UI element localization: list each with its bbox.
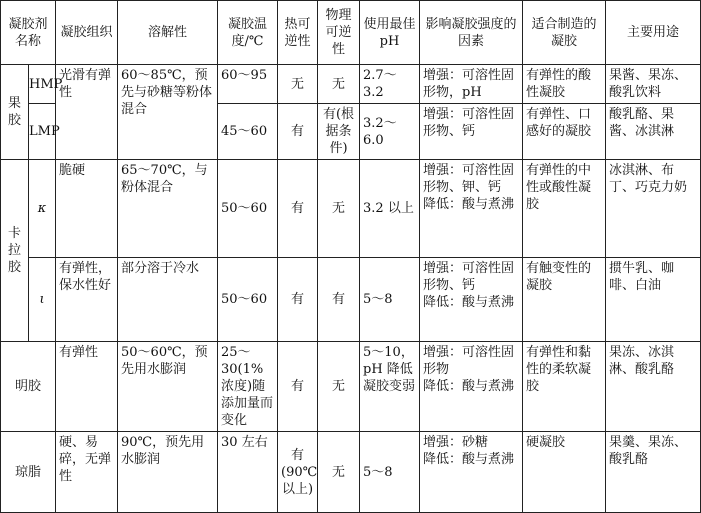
header-use: 主要用途 [606,1,701,65]
factor-increase: 增强：砂糖 [423,435,489,450]
header-suitable: 适合制造的凝胶 [523,1,606,65]
header-name: 凝胶剂名称 [1,1,56,65]
cell-use: 果羹、果冻、酸乳酪 [606,432,701,513]
cell-phys: 无 [318,160,360,258]
group-agar: 琼脂 [1,432,56,513]
factor-increase: 增强：可溶性固形物、钾、钙 [423,163,515,195]
header-solubility: 溶解性 [118,1,218,65]
cell-ph: 2.7～3.2 [360,65,420,104]
cell-temp: 45～60 [218,104,278,160]
cell-solubility: 50～60℃，预先用水膨润 [118,342,218,432]
group-carrageenan: 卡拉胶 [1,160,29,342]
cell-ph: 3.2 以上 [360,160,420,258]
header-ph: 使用最佳pH [360,1,420,65]
cell-thermo: 有 [278,160,318,258]
cell-suitable: 有弹性的中性或酸性凝胶 [523,160,606,258]
table-row [1,432,701,513]
cell-use: 冰淇淋、布丁、巧克力奶 [606,160,701,258]
cell-factors: 增强：可溶性固形物、钙 [420,104,523,160]
cell-temp: 30 左右 [218,432,278,513]
cell-phys: 无 [318,65,360,104]
header-factors: 影响凝胶强度的因素 [420,1,523,65]
factor-increase: 增强：可溶性固形物 [423,345,515,377]
cell-factors [420,342,523,432]
header-phys: 物理可逆性 [318,1,360,65]
cell-factors: 增强：可溶性固形物，pH [420,65,523,104]
cell-phys: 无 [318,342,360,432]
cell-phys: 有(根据条件) [318,104,360,160]
cell-use: 酸乳酪、果酱、冰淇淋 [606,104,701,160]
sub-type: κ [29,160,56,258]
cell-thermo: 有 [278,104,318,160]
cell-suitable: 有弹性的酸性凝胶 [523,65,606,104]
cell-structure: 光滑有弹性 [56,65,118,160]
factor-decrease: 降低：酸与煮沸 [423,379,515,394]
cell-thermo: 有 [278,258,318,342]
sub-type: LMP [29,104,56,160]
cell-structure: 硬、易碎，无弹性 [56,432,118,513]
cell-temp: 50～60 [218,258,278,342]
header-structure: 凝胶组织 [56,1,118,65]
cell-thermo: 有 [278,342,318,432]
cell-temp: 50～60 [218,160,278,258]
cell-use: 掼牛乳、咖啡、白油 [606,258,701,342]
cell-suitable: 有触变性的凝胶 [523,258,606,342]
cell-thermo: 有(90℃以上) [278,432,318,513]
cell-solubility: 65～70℃，与粉体混合 [118,160,218,258]
cell-suitable: 有弹性、口感好的凝胶 [523,104,606,160]
cell-structure: 脆硬 [56,160,118,258]
table-row [1,258,701,342]
cell-ph: 5～8 [360,432,420,513]
cell-use: 果酱、果冻、酸乳饮料 [606,65,701,104]
header-thermo: 热可逆性 [278,1,318,65]
cell-phys: 无 [318,432,360,513]
cell-suitable: 硬凝胶 [523,432,606,513]
cell-phys: 有 [318,258,360,342]
cell-factors [420,160,523,258]
sub-type: HMP [29,65,56,104]
header-temp: 凝胶温度/℃ [218,1,278,65]
cell-use: 果冻、冰淇淋、酸乳酪 [606,342,701,432]
cell-factors [420,258,523,342]
header-row [1,1,701,65]
table-row [1,160,701,258]
factor-increase: 增强：可溶性固形物、钙 [423,261,515,293]
cell-thermo: 无 [278,65,318,104]
cell-ph: 5～10，pH 降低凝胶变弱 [360,342,420,432]
sub-type: ι [29,258,56,342]
cell-structure: 有弹性 [56,342,118,432]
cell-suitable: 有弹性和黏性的柔软凝胶 [523,342,606,432]
cell-solubility: 60～85℃，预先与砂糖等粉体混合 [118,65,218,160]
cell-solubility: 90℃，预先用水膨润 [118,432,218,513]
group-pectin: 果胶 [1,65,29,160]
group-gelatin: 明胶 [1,342,56,432]
table-row [1,342,701,432]
cell-solubility: 部分溶于冷水 [118,258,218,342]
cell-factors [420,432,523,513]
cell-ph: 3.2～6.0 [360,104,420,160]
table-row [1,65,701,104]
factor-decrease: 降低：酸与煮沸 [423,197,515,212]
cell-temp: 25～30(1%浓度)随添加量而变化 [218,342,278,432]
cell-ph: 5～8 [360,258,420,342]
cell-temp: 60～95 [218,65,278,104]
factor-decrease: 降低：酸与煮沸 [423,452,515,467]
factor-decrease: 降低：酸与煮沸 [423,295,515,310]
cell-structure: 有弹性，保水性好 [56,258,118,342]
